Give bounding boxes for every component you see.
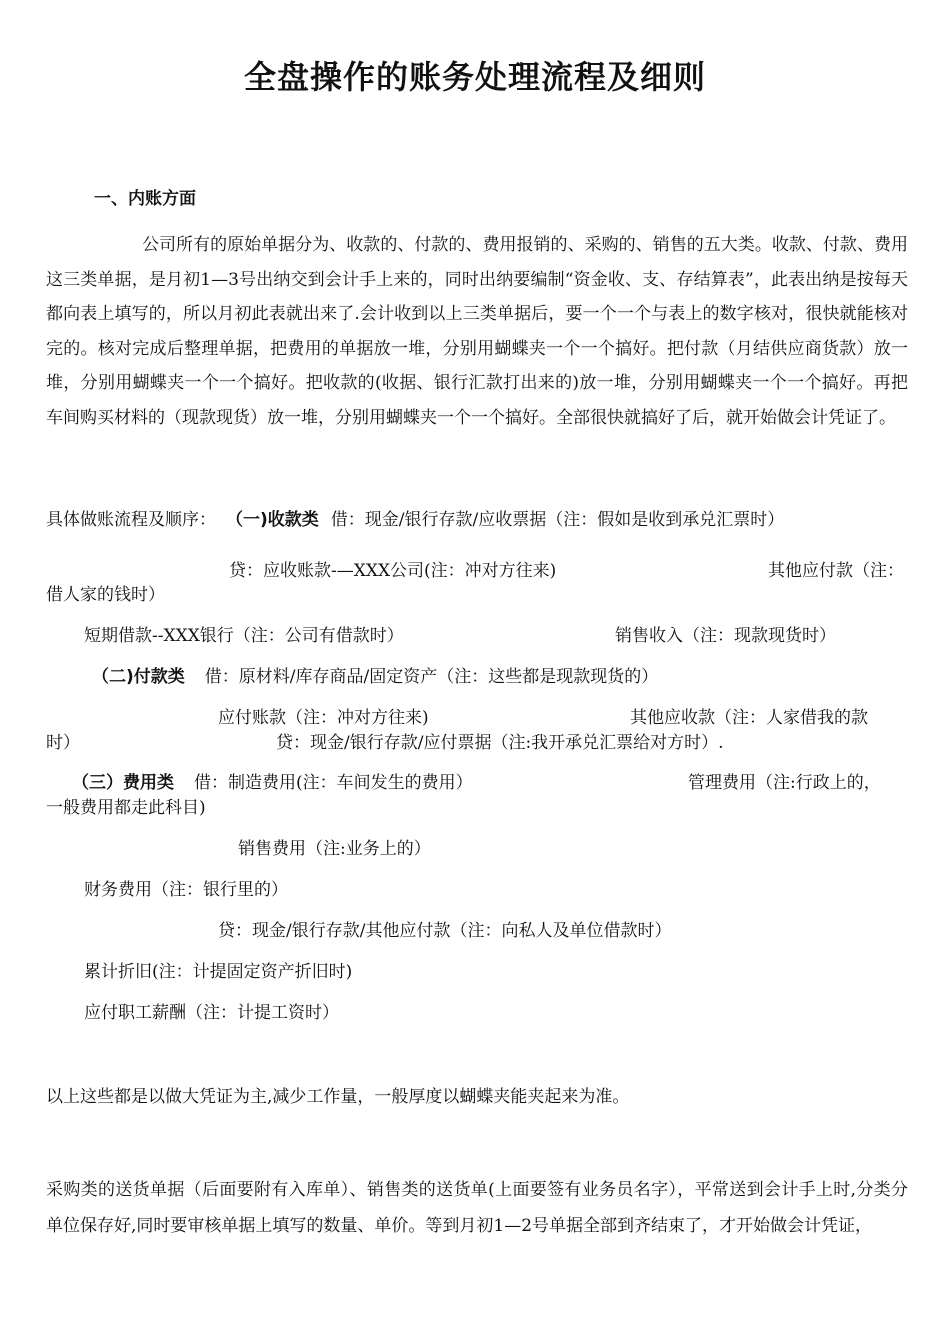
expenses-credit-2: 累计折旧(注：计提固定资产折旧时) (84, 962, 353, 982)
paragraph-document-classification: 公司所有的原始单据分为、收款的、付款的、费用报销的、采购的、销售的五大类。收款、付款、费用这三类单据，是月初1—3号出纳交到会计手上来的，同时出纳要编制“资金收、支、存结算表”，此表出纳是按每天都向表上填写的，所以月初此表就出来了.会计收到以上三类单据后，要一个一个与表上的数字核对，很快就能核对完的。核对完成后整理单据，把费用的单据放一堆，分别用蝴蝶夹一个一个搞好。把付款（月结供应商货款）放一堆，分别用蝴蝶夹一个一个搞好。把收款的(收据、银行汇款打出来的)放一堆，分别用蝴蝶夹一个一个搞好。再把车间购买材料的（现款现货）放一堆，分别用蝴蝶夹一个一个搞好。全部很快就搞好了后，就开始做会计凭证了。 (46, 235, 908, 428)
expenses-debit-4: 财务费用（注：银行里的） (84, 880, 288, 900)
receipts-label: （一)收款类 (226, 510, 319, 530)
payments-credit: 贷：现金/银行存款/应付票据（注:我开承兑汇票给对方时）. (276, 733, 724, 753)
receipts-credit-2b: 借人家的钱时） (46, 585, 165, 605)
flow-line-receipts (46, 508, 784, 532)
flow-intro: 具体做账流程及顺序： (46, 510, 216, 530)
expenses-debit-1: 借：制造费用(注：车间发生的费用） (194, 773, 473, 793)
payments-debit-3a: 其他应收款（注：人家借我的款 (630, 708, 868, 728)
receipts-credit-1: 贷：应收账款-—XXX公司(注：冲对方往来) (229, 561, 557, 581)
summary-text: 以上这些都是以做大凭证为主,减少工作量，一般厚度以蝴蝶夹能夹起来为准。 (46, 1087, 630, 1107)
section-heading-internal-accounts: 一、内账方面 (94, 189, 196, 209)
receipts-credit-3: 短期借款--XXX银行（注：公司有借款时） (84, 626, 404, 646)
payments-label: （二)付款类 (92, 667, 185, 687)
receipts-credit-4: 销售收入（注：现款现货时） (615, 626, 836, 646)
receipts-credit-2a: 其他应付款（注： (768, 561, 904, 581)
expenses-debit-3: 销售费用（注:业务上的） (238, 839, 431, 859)
flow-line-payments (92, 665, 658, 689)
document-title: 全盘操作的账务处理流程及细则 (243, 58, 706, 96)
payments-debit-1: 借：原材料/库存商品/固定资产（注：这些都是现款现货的） (204, 667, 659, 687)
expenses-label: （三）费用类 (72, 773, 174, 793)
flow-line-expenses (72, 771, 473, 795)
expenses-debit-2b: 一般费用都走此科目) (46, 798, 206, 818)
receipts-debit: 借：现金/银行存款/应收票据（注：假如是收到承兑汇票时） (330, 510, 785, 530)
expenses-credit-1: 贷：现金/银行存款/其他应付款（注：向私人及单位借款时） (218, 921, 672, 941)
payments-debit-2: 应付账款（注：冲对方往来) (218, 708, 429, 728)
expenses-credit-3: 应付职工薪酬（注：计提工资时） (84, 1003, 339, 1023)
payments-debit-3b: 时） (46, 733, 80, 753)
paragraph-purchase-sales-documents: 采购类的送货单据（后面要附有入库单）、销售类的送货单(上面要签有业务员名字），平常送到会计手上时,分类分单位保存好,同时要审核单据上填写的数量、单价。等到月初1—2号单据全部到齐结束了，才开始做会计凭证， (46, 1180, 908, 1236)
expenses-debit-2a: 管理费用（注:行政上的， (688, 773, 881, 793)
